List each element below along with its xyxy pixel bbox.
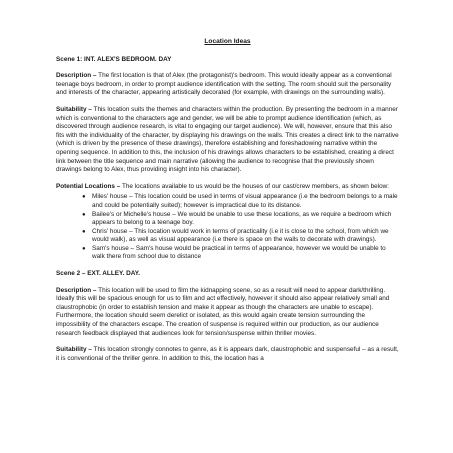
location-chris: Chris' house – This location would work in terms of practicality (i.e it is close to the school, from which we would walk), as well as visual appearance (i.e there is space on the walls to decorate with drawings). bbox=[92, 227, 389, 244]
scene-2-suitability-text: This location strongly connotes to genre, as it is appears dark, claustrophobic and suspenseful – as a result, it is conventional of the thriller genre. In addition to this, the location has a bbox=[56, 346, 399, 362]
bullet-icon: ● bbox=[82, 194, 86, 201]
scene-1-suitability bbox=[56, 106, 399, 175]
bullet-icon: ● bbox=[82, 245, 86, 252]
list-item bbox=[82, 227, 399, 245]
scene-1-potential-locations bbox=[56, 183, 399, 192]
location-bailee-michelle: Bailee's or Michelle's house – We would be unable to use these locations, as we require a bedroom which appears to belong to a teenage boy. bbox=[92, 210, 392, 227]
scene-2-description bbox=[56, 287, 399, 339]
scene-2-suitability-label: Suitability – bbox=[56, 346, 92, 354]
location-miles: Miles' house – This location could be used in terms of visual appearance (i.e the bedroom belongs to a male and could be potentially suited); however is impractical due to its distance. bbox=[92, 193, 398, 209]
scene-1-description bbox=[56, 72, 399, 98]
scene-1-description-label: Description – bbox=[56, 72, 97, 80]
document-body bbox=[56, 38, 399, 371]
scene-1-suitability-text: This location suits the themes and characters within the production. By presenting the bedroom in a manner which is conventional to the characters age and gender, we will be able to prompt audience identification (which, as discovered through audience research, is vital to engaging our target audience). We will, however, ensure that this also fits with the individuality of the character, by displaying his drawings on the walls. This creates a direct link to the narrative (which is driven by the presence of these drawings), therefore establishing and foreshadowing narrative within the opening sequence. In addition to this, the inclusion of his drawings allows characters to be established, creating a direct link between the title sequence and main narrative (allowing the audience to recognise that the previously shown drawings belong to Alex, thus providing insight into his character). bbox=[56, 105, 399, 174]
scene-1-suitability-label: Suitability – bbox=[56, 105, 92, 113]
bullet-icon: ● bbox=[82, 228, 86, 235]
scene-1-heading: Scene 1: INT. ALEX'S BEDROOM. DAY bbox=[56, 55, 172, 63]
potential-locations-text: The locations available to us would be the houses of our cast/crew members, as shown below: bbox=[120, 182, 390, 190]
scene-2-heading: Scene 2 – EXT. ALLEY. DAY. bbox=[56, 270, 141, 278]
scene-2-description-label: Description – bbox=[56, 286, 97, 294]
potential-locations-label: Potential Locations – bbox=[56, 182, 121, 190]
bullet-icon: ● bbox=[82, 211, 86, 218]
scene-2-suitability bbox=[56, 346, 399, 363]
scene-2-description-text: This location will be used to film the kidnapping scene, so as a result will need to appear dark/thrilling. Ideally this will be spacious enough for us to film and act effectively, however it should also appear relatively small and claustrophobic (in order to establish tension and make it appear as though the characters are unable to escape). Furthermore, the location should seem derelict or isolated, as this would again create tension surrounding the impossibility of the characters escape. The creation of suspense is required within our production, as our audience research feedback displayed that audiences look for tension/suspense within thriller movies. bbox=[56, 286, 390, 337]
list-item bbox=[82, 244, 399, 262]
list-item bbox=[82, 210, 399, 228]
document-title: Location Ideas bbox=[204, 38, 251, 45]
potential-locations-list bbox=[56, 193, 399, 262]
location-sam: Sam's house – Sam's house would be practical in terms of appearance, however we would be unable to walk there from school due to distance bbox=[92, 244, 386, 261]
list-item bbox=[82, 193, 399, 210]
scene-1-description-text: The first location is that of Alex (the protagonist)'s bedroom. This would ideally appear as a conventional teenage boys bedroom, in order to prompt audience identification with the setting. The room should suit the personality and interests of the character, appearing artistically decorated (for example, with drawings on the surrounding walls). bbox=[56, 72, 392, 97]
